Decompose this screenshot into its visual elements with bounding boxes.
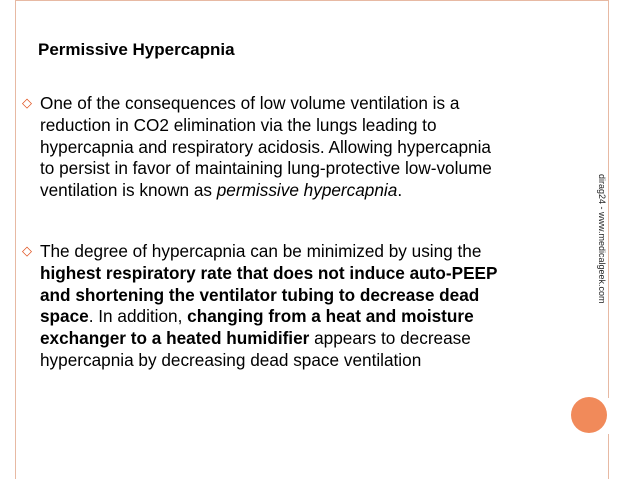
slide-title: Permissive Hypercapnia — [38, 40, 235, 59]
bullet-line — [40, 306, 597, 328]
text-run: . In addition, — [88, 306, 188, 327]
bullet-item-2 — [22, 241, 597, 372]
text-run: highest respiratory rate that does not induce auto-PEEP — [40, 262, 498, 283]
slide-border-right — [608, 0, 609, 398]
text-run: hypercapnia by decreasing dead space ventilation — [40, 349, 422, 370]
bullet-item-1 — [22, 93, 597, 202]
text-run: . — [397, 180, 403, 201]
text-run: space — [40, 306, 89, 327]
bullet-line — [40, 137, 597, 159]
text-run: ventilation is known as — [40, 180, 217, 201]
text-run: One of the consequences of low volume ventilation is a — [40, 93, 460, 113]
text-run: appears to decrease — [309, 328, 471, 349]
text-run: The degree of hypercapnia can be minimized by using the — [40, 241, 482, 261]
bullet-text-1 — [40, 93, 597, 202]
text-run: to persist in favor of maintaining lung-protective low-volume — [40, 158, 492, 179]
text-run: changing from a heat and moisture — [187, 306, 474, 327]
bullet-line — [40, 241, 597, 263]
bullet-line — [40, 328, 597, 350]
slide-border-right-lower — [608, 434, 609, 479]
bullet-line — [40, 285, 597, 307]
watermark: dirag24 - www.medicalgeek.com — [597, 174, 607, 304]
diamond-bullet-icon: ◇ — [22, 95, 32, 110]
decorative-orange-circle — [571, 397, 607, 433]
text-run: hypercapnia and respiratory acidosis. Allowing hypercapnia — [40, 136, 491, 157]
bullet-line — [40, 158, 597, 180]
bullet-text-2 — [40, 241, 597, 372]
text-run: reduction in CO2 elimination via the lungs leading to — [40, 114, 437, 135]
bullet-line — [40, 180, 597, 202]
text-run: permissive hypercapnia — [216, 180, 398, 201]
bullet-line — [40, 263, 597, 285]
slide-border-top — [15, 0, 608, 1]
diamond-bullet-icon: ◇ — [22, 243, 32, 258]
slide-border-left — [15, 0, 16, 479]
bullet-line — [40, 350, 597, 372]
bullet-line — [40, 115, 597, 137]
text-run: exchanger to a heated humidifier — [40, 328, 310, 349]
text-run: and shortening the ventilator tubing to decrease dead — [40, 284, 480, 305]
bullet-line — [40, 93, 597, 115]
